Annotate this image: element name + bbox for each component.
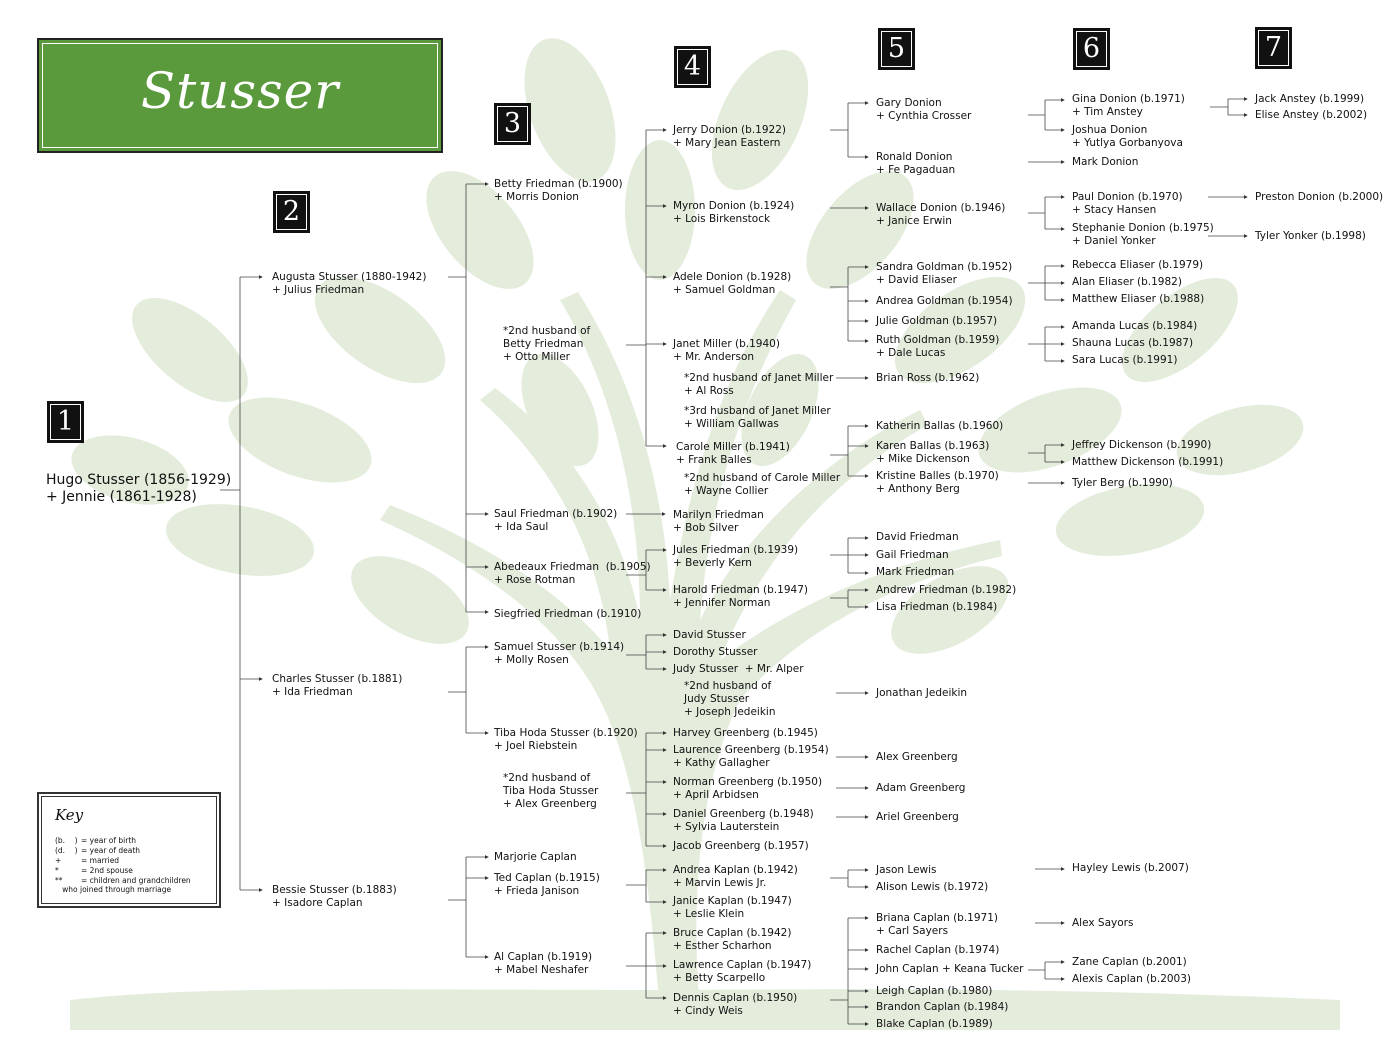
gen5-person-node: Kristine Balles (b.1970) + Anthony Berg <box>876 470 999 495</box>
gen4-person-node: Norman Greenberg (b.1950) + April Arbidsen <box>673 776 823 801</box>
generation-label-6: 6 <box>1073 28 1110 70</box>
gen3-person-node: *2nd husband of Tiba Hoda Stusser + Alex Greenberg <box>503 772 599 810</box>
gen6-person-node: Hayley Lewis (b.2007) <box>1072 862 1189 874</box>
gen5-person-node: Lisa Friedman (b.1984) <box>876 601 998 613</box>
key-row: ** = children and grandchildren who joined through marriage <box>55 876 191 894</box>
gen5-person-node: Andrew Friedman (b.1982) <box>876 584 1017 596</box>
generation-label-7: 7 <box>1255 27 1292 69</box>
gen5-person-node: Mark Friedman <box>876 566 955 578</box>
gen6-person-node: Alan Eliaser (b.1982) <box>1072 276 1182 288</box>
generation-label-1: 1 <box>47 401 84 443</box>
family-title: Stusser <box>140 62 340 120</box>
gen5-person-node: Ariel Greenberg <box>876 811 959 823</box>
gen5-person-node: Katherin Ballas (b.1960) <box>876 420 1004 432</box>
gen6-person-node: Matthew Eliaser (b.1988) <box>1072 293 1205 305</box>
gen4-person-node: Andrea Kaplan (b.1942) + Marvin Lewis Jr. <box>673 864 798 889</box>
gen4-person-node: Janet Miller (b.1940) + Mr. Anderson <box>673 338 780 363</box>
gen5-person-node: Sandra Goldman (b.1952) + David Eliaser <box>876 261 1013 286</box>
gen4-person-node: Judy Stusser + Mr. Alper <box>673 663 804 675</box>
gen4-person-node: Jerry Donion (b.1922) + Mary Jean Eastern <box>673 124 786 149</box>
gen6-person-node: Alexis Caplan (b.2003) <box>1072 973 1192 985</box>
gen4-person-node: *2nd husband of Janet Miller + Al Ross <box>684 372 834 397</box>
gen6-person-node: Rebecca Eliaser (b.1979) <box>1072 259 1204 271</box>
gen3-person-node: Tiba Hoda Stusser (b.1920) + Joel Riebstein <box>494 727 638 752</box>
gen4-person-node: Harvey Greenberg (b.1945) <box>673 727 818 739</box>
gen4-person-node: Harold Friedman (b.1947) + Jennifer Norman <box>673 584 808 609</box>
gen3-person-node: Ted Caplan (b.1915) + Frieda Janison <box>494 872 600 897</box>
gen6-person-node: Jeffrey Dickenson (b.1990) <box>1072 439 1212 451</box>
gen3-person-node: Abedeaux Friedman (b.1905) + Rose Rotman <box>494 561 651 586</box>
gen4-person-node: Adele Donion (b.1928) + Samuel Goldman <box>673 271 792 296</box>
gen6-person-node: Gina Donion (b.1971) + Tim Anstey <box>1072 93 1185 118</box>
gen4-person-node: *3rd husband of Janet Miller + William Gallwas <box>684 405 831 430</box>
gen3-person-node: *2nd husband of Betty Friedman + Otto Miller <box>503 325 591 363</box>
gen2-person-node: Bessie Stusser (b.1883) + Isadore Caplan <box>272 884 397 909</box>
gen6-person-node: Tyler Berg (b.1990) <box>1072 477 1173 489</box>
gen5-person-node: Blake Caplan (b.1989) <box>876 1018 993 1030</box>
gen5-person-node: Alex Greenberg <box>876 751 958 763</box>
key-row: (d. ) = year of death <box>55 846 141 855</box>
gen3-person-node: Saul Friedman (b.1902) + Ida Saul <box>494 508 618 533</box>
gen4-person-node: Myron Donion (b.1924) + Lois Birkenstock <box>673 200 795 225</box>
gen5-person-node: Rachel Caplan (b.1974) <box>876 944 1000 956</box>
gen5-person-node: Brian Ross (b.1962) <box>876 372 980 384</box>
gen2-person-node: Augusta Stusser (1880-1942) + Julius Friedman <box>272 271 427 296</box>
gen5-person-node: Wallace Donion (b.1946) + Janice Erwin <box>876 202 1006 227</box>
gen4-person-node: Carole Miller (b.1941) + Frank Balles <box>676 441 790 466</box>
gen7-person-node: Tyler Yonker (b.1998) <box>1255 230 1366 242</box>
gen4-person-node: Daniel Greenberg (b.1948) + Sylvia Lauterstein <box>673 808 814 833</box>
gen6-person-node: Sara Lucas (b.1991) <box>1072 354 1178 366</box>
gen4-person-node: Laurence Greenberg (b.1954) + Kathy Gallagher <box>673 744 829 769</box>
gen5-person-node: Leigh Caplan (b.1980) <box>876 985 993 997</box>
gen5-person-node: Briana Caplan (b.1971) + Carl Sayers <box>876 912 998 937</box>
gen5-person-node: Gary Donion + Cynthia Crosser <box>876 97 972 122</box>
gen6-person-node: Amanda Lucas (b.1984) <box>1072 320 1198 332</box>
gen7-person-node: Jack Anstey (b.1999) <box>1255 93 1365 105</box>
gen5-person-node: Jonathan Jedeikin <box>876 687 968 699</box>
generation-label-2: 2 <box>273 191 310 233</box>
generation-label-4: 4 <box>674 46 711 88</box>
gen1-person-node: Hugo Stusser (1856-1929) + Jennie (1861-1928) <box>46 472 232 505</box>
gen3-person-node: Al Caplan (b.1919) + Mabel Neshafer <box>494 951 593 976</box>
gen4-person-node: Jacob Greenberg (b.1957) <box>673 840 809 852</box>
gen5-person-node: David Friedman <box>876 531 959 543</box>
gen4-person-node: Bruce Caplan (b.1942) + Esther Scharhon <box>673 927 792 952</box>
gen6-person-node: Mark Donion <box>1072 156 1139 168</box>
key-row: + = married <box>55 856 120 865</box>
gen4-person-node: Marilyn Friedman + Bob Silver <box>673 509 764 534</box>
gen5-person-node: Gail Friedman <box>876 549 949 561</box>
gen3-person-node: Siegfried Friedman (b.1910) <box>494 608 642 620</box>
gen5-person-node: John Caplan + Keana Tucker <box>876 963 1024 975</box>
gen6-person-node: Zane Caplan (b.2001) <box>1072 956 1187 968</box>
gen4-person-node: Lawrence Caplan (b.1947) + Betty Scarpello <box>673 959 812 984</box>
gen5-person-node: Brandon Caplan (b.1984) <box>876 1001 1009 1013</box>
key-row: (b. ) = year of birth <box>55 836 137 845</box>
gen7-person-node: Preston Donion (b.2000) <box>1255 191 1384 203</box>
gen7-person-node: Elise Anstey (b.2002) <box>1255 109 1368 121</box>
gen5-person-node: Adam Greenberg <box>876 782 966 794</box>
gen4-person-node: Dennis Caplan (b.1950) + Cindy Weis <box>673 992 798 1017</box>
gen3-person-node: Marjorie Caplan <box>494 851 577 863</box>
gen4-person-node: Jules Friedman (b.1939) + Beverly Kern <box>673 544 799 569</box>
gen6-person-node: Matthew Dickenson (b.1991) <box>1072 456 1224 468</box>
gen4-person-node: David Stusser <box>673 629 746 641</box>
key-row: * = 2nd spouse <box>55 866 133 875</box>
gen5-person-node: Karen Ballas (b.1963) + Mike Dickenson <box>876 440 990 465</box>
gen5-person-node: Ronald Donion + Fe Pagaduan <box>876 151 956 176</box>
gen4-person-node: Dorothy Stusser <box>673 646 758 658</box>
gen5-person-node: Andrea Goldman (b.1954) <box>876 295 1013 307</box>
generation-label-5: 5 <box>878 28 915 70</box>
gen4-person-node: *2nd husband of Judy Stusser + Joseph Jedeikin <box>684 680 776 718</box>
gen5-person-node: Alison Lewis (b.1972) <box>876 881 989 893</box>
gen6-person-node: Paul Donion (b.1970) + Stacy Hansen <box>1072 191 1183 216</box>
gen6-person-node: Joshua Donion + Yutlya Gorbanyova <box>1072 124 1183 149</box>
key-title: Key <box>55 806 84 824</box>
family-title-banner <box>37 38 443 153</box>
gen6-person-node: Stephanie Donion (b.1975) + Daniel Yonker <box>1072 222 1214 247</box>
gen2-person-node: Charles Stusser (b.1881) + Ida Friedman <box>272 673 403 698</box>
generation-label-3: 3 <box>494 103 531 145</box>
gen6-person-node: Alex Sayors <box>1072 917 1134 929</box>
legend-key <box>37 792 221 908</box>
gen3-person-node: Betty Friedman (b.1900) + Morris Donion <box>494 178 623 203</box>
gen5-person-node: Ruth Goldman (b.1959) + Dale Lucas <box>876 334 1000 359</box>
gen5-person-node: Julie Goldman (b.1957) <box>876 315 998 327</box>
gen3-person-node: Samuel Stusser (b.1914) + Molly Rosen <box>494 641 625 666</box>
gen6-person-node: Shauna Lucas (b.1987) <box>1072 337 1194 349</box>
gen4-person-node: Janice Kaplan (b.1947) + Leslie Klein <box>673 895 792 920</box>
gen5-person-node: Jason Lewis <box>876 864 937 876</box>
gen4-person-node: *2nd husband of Carole Miller + Wayne Collier <box>684 472 841 497</box>
